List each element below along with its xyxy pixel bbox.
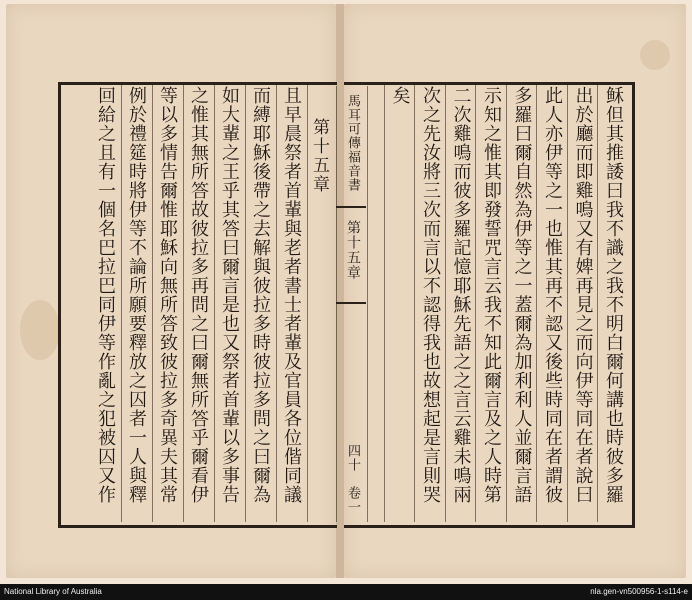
book-title: 馬耳可傳福音書 [345, 94, 360, 192]
text-column: 此人亦伊等之一也惟其再不認又後些時同在者謂彼 [542, 86, 563, 504]
column-rule [121, 85, 122, 522]
text-column: 且早晨祭者首輩與老者書士者輩及官員各位偕同議 [281, 86, 302, 504]
footer-bar [0, 584, 692, 600]
page-number: 四十 [345, 444, 360, 472]
chapter-heading: 第十五章 [309, 118, 329, 194]
text-column: 例於禮筵時將伊等不論所願要釋放之囚者一人與釋 [126, 86, 147, 504]
footer-identifier: nla.gen-vn500956-1-s114-e [590, 587, 688, 596]
paper-stain [20, 300, 60, 360]
center-chapter: 第十五章 [345, 220, 361, 280]
text-column: 而縛耶穌後帶之去解與彼拉多時彼拉多問之曰爾為 [250, 86, 271, 504]
column-rule [152, 85, 153, 522]
column-rule [183, 85, 184, 522]
column-rule [276, 85, 277, 522]
column-rule [214, 85, 215, 522]
column-rule [307, 85, 308, 522]
fishtail-mark [336, 206, 366, 218]
column-rule [245, 85, 246, 522]
center-fold-column [336, 86, 368, 522]
column-rule [414, 85, 415, 522]
text-column: 回給之且有一個名巴拉巴同伊等作亂之犯被囚又作 [95, 86, 116, 504]
column-rule [506, 85, 507, 522]
text-column: 示知之惟其即發誓咒言云我不知此爾言及之人時第 [481, 86, 502, 504]
column-rule [384, 85, 385, 522]
fishtail-mark [336, 302, 366, 314]
column-rule [475, 85, 476, 522]
text-column: 如大輩之王乎其答曰爾言是也又祭者首輩以多事告 [219, 86, 240, 504]
paper-stain [640, 40, 670, 70]
text-column: 等以多情告爾惟耶穌向無所答致彼拉多奇異夫其常 [157, 86, 178, 504]
text-column: 出於廳而即雞鳴又有婢再見之而向伊等同在者說曰 [572, 86, 594, 504]
text-column: 次之先汝將三次而言以不認得我也故想起是言則哭 [420, 86, 441, 504]
text-column: 多羅曰爾自然為伊等之一蓋爾為加利利人並爾言語 [511, 86, 533, 504]
column-rule [536, 85, 537, 522]
text-column: 之惟其無所答故彼拉多再問之曰爾無所答乎爾看伊 [188, 86, 209, 504]
text-column: 矣 [389, 86, 411, 105]
text-column: 二次雞鳴而彼多羅記憶耶穌先語之之言云雞未鳴兩 [450, 86, 472, 504]
footer-credit: National Library of Australia [4, 587, 102, 596]
volume-label: 卷一 [345, 486, 360, 514]
column-rule [567, 85, 568, 522]
column-rule [597, 85, 598, 522]
text-column: 稣但其推諉曰我不識之我不明白爾何講也時彼多羅 [603, 86, 624, 504]
column-rule [445, 85, 446, 522]
